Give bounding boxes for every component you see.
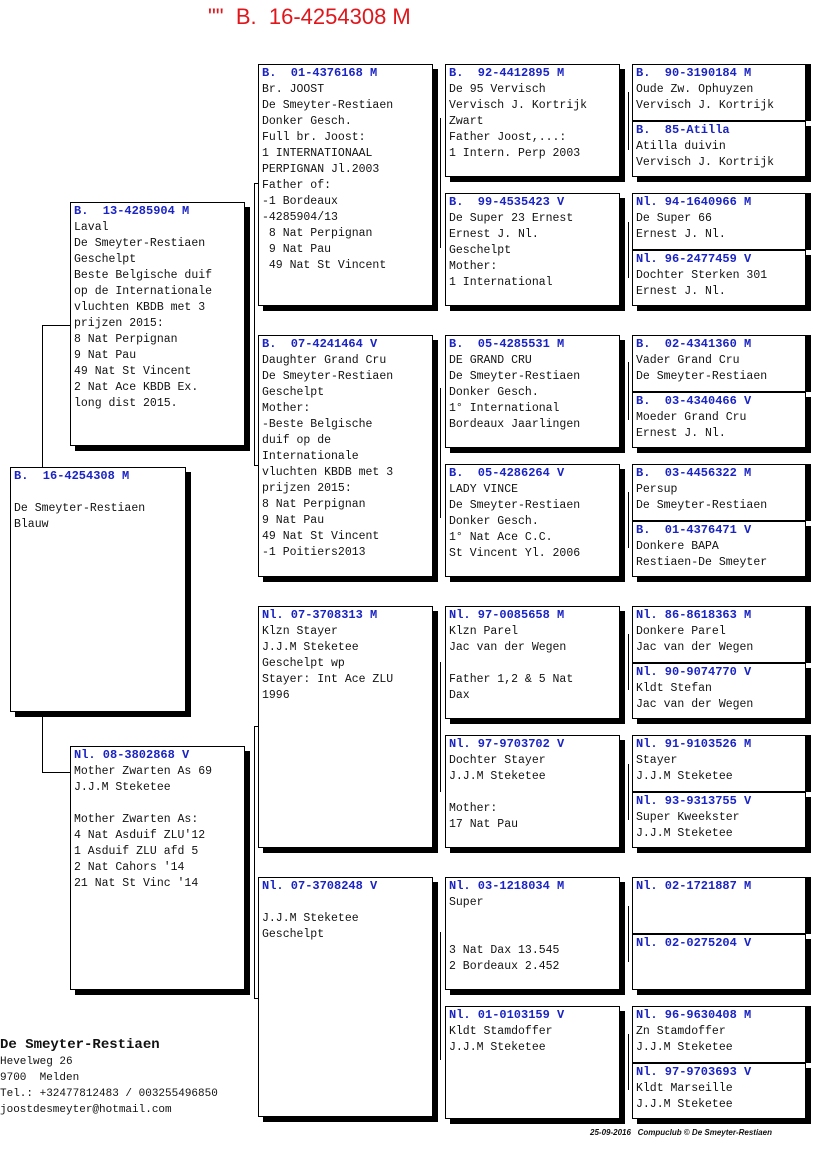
ring-number: B. 01-4376471 V [636, 523, 752, 537]
sds-card [445, 335, 620, 448]
ring-number: B. 03-4456322 M [636, 466, 752, 480]
ring-number: Nl. 96-9630408 M [636, 1008, 752, 1022]
pigeon-details: Donkere BAPA Restiaen-De Smeyter [636, 540, 768, 569]
ring-number: B. 13-4285904 M [74, 204, 190, 218]
gen5-card-11 [632, 735, 806, 792]
pigeon-details: DE GRAND CRU De Smeyter-Restiaen Donker Gesch. 1° International Bordeaux Jaarlingen [449, 354, 581, 431]
ring-number: Nl. 93-9313755 V [636, 794, 752, 808]
owner-name: De Smeyter-Restiaen [0, 1037, 160, 1053]
pigeon-details: Vader Grand Cru De Smeyter-Restiaen [636, 354, 768, 383]
pigeon-details: Super Kweekster J.J.M Steketee [636, 811, 740, 840]
ring-number: B. 99-4535423 V [449, 195, 565, 209]
ring-number: B. 02-4341360 M [636, 337, 752, 351]
pigeon-details: Kldt Stefan Jac van der Wegen [636, 682, 754, 711]
gen5-card-4 [632, 250, 806, 306]
owner-street: Hevelweg 26 [0, 1056, 73, 1068]
ring-number: Nl. 96-2477459 V [636, 252, 752, 266]
pedigree-title: "" B. 16-4254308 M [208, 4, 411, 29]
sire-sire-card [258, 64, 433, 306]
gen5-card-12 [632, 792, 806, 848]
ring-number: Nl. 02-0275204 V [636, 936, 752, 950]
pigeon-details: Moeder Grand Cru Ernest J. Nl. [636, 411, 747, 440]
gen5-card-16 [632, 1063, 806, 1119]
pigeon-details: Donkere Parel Jac van der Wegen [636, 625, 754, 654]
pigeon-details: De Super 66 Ernest J. Nl. [636, 212, 726, 241]
ring-number: Nl. 97-0085658 M [449, 608, 565, 622]
ring-number: Nl. 97-9703693 V [636, 1065, 752, 1079]
sire-card [70, 202, 245, 446]
owner-email: joostdesmeyter@hotmail.com [0, 1104, 172, 1116]
gen5-card-15 [632, 1006, 806, 1063]
pigeon-details: Mother Zwarten As 69 J.J.M Steketee Mother Zwarten As: 4 Nat Asduif ZLU'12 1 Asduif ZLU afd 5 2 Nat Cahors '14 21 Nat St Vinc '14 [74, 765, 213, 890]
pigeon-details: Atilla duivin Vervisch J. Kortrijk [636, 140, 775, 169]
sire-dam-card [258, 335, 433, 577]
ring-number: Nl. 97-9703702 V [449, 737, 565, 751]
gen5-card-8 [632, 521, 806, 577]
pigeon-details: Klzn Parel Jac van der Wegen Father 1,2 & 5 Nat Dax [449, 625, 574, 702]
pigeon-details: Daughter Grand Cru De Smeyter-Restiaen Geschelpt Mother: -Beste Belgische duif op de Internationale vluchten KBDB met 3 prijzen 2015: 8 Nat Perpignan 9 Nat Pau 49 Nat St Vincent -1 Poitiers2013 [262, 354, 394, 559]
owner-phone: Tel.: +32477812483 / 003255496850 [0, 1088, 218, 1100]
ring-number: Nl. 02-1721887 M [636, 879, 752, 893]
ring-number: Nl. 03-1218034 M [449, 879, 565, 893]
ring-number: Nl. 07-3708248 V [262, 879, 378, 893]
ring-number: Nl. 94-1640966 M [636, 195, 752, 209]
sdd-card [445, 464, 620, 577]
ring-number: B. 85-Atilla [636, 123, 730, 137]
pigeon-details: J.J.M Steketee Geschelpt [262, 912, 359, 941]
pigeon-details: De Smeyter-Restiaen Blauw [14, 502, 146, 531]
sss-card [445, 64, 620, 177]
dam-card [70, 746, 245, 990]
dam-sire-card [258, 606, 433, 848]
ring-number: B. 03-4340466 V [636, 394, 752, 408]
ring-number: B. 16-4254308 M [14, 469, 130, 483]
gen5-card-10 [632, 663, 806, 719]
ring-number: B. 07-4241464 V [262, 337, 378, 351]
pigeon-details: De 95 Vervisch Vervisch J. Kortrijk Zwart Father Joost,...: 1 Intern. Perp 2003 [449, 83, 588, 160]
dsd-card [445, 735, 620, 848]
ddd-card [445, 1006, 620, 1119]
ring-number: Nl. 07-3708313 M [262, 608, 378, 622]
pigeon-details: Zn Stamdoffer J.J.M Steketee [636, 1025, 733, 1054]
ring-number: B. 01-4376168 M [262, 66, 378, 80]
gen5-card-2 [632, 121, 806, 177]
pigeon-details: Dochter Sterken 301 Ernest J. Nl. [636, 269, 768, 298]
pigeon-details: Dochter Stayer J.J.M Steketee Mother: 17 Nat Pau [449, 754, 546, 831]
owner-info [0, 1036, 218, 1118]
ring-number: Nl. 08-3802868 V [74, 748, 190, 762]
pigeon-details: Persup De Smeyter-Restiaen [636, 483, 768, 512]
ring-number: Nl. 91-9103526 M [636, 737, 752, 751]
pigeon-details: Oude Zw. Ophuyzen Vervisch J. Kortrijk [636, 83, 775, 112]
gen5-card-6 [632, 392, 806, 448]
ssd-card [445, 193, 620, 306]
pigeon-details [636, 895, 802, 927]
gen5-card-3 [632, 193, 806, 250]
pigeon-details: De Super 23 Ernest Ernest J. Nl. Geschelpt Mother: 1 International [449, 212, 574, 289]
gen5-card-1 [632, 64, 806, 121]
pigeon-details: Kldt Marseille J.J.M Steketee [636, 1082, 733, 1111]
ring-number: B. 05-4285531 M [449, 337, 565, 351]
gen5-card-13 [632, 877, 806, 934]
gen5-card-14 [632, 934, 806, 990]
dds-card [445, 877, 620, 990]
dss-card [445, 606, 620, 719]
ring-number: Nl. 01-0103159 V [449, 1008, 565, 1022]
ring-number: B. 92-4412895 M [449, 66, 565, 80]
dam-dam-card [258, 877, 433, 1117]
ring-number: Nl. 90-9074770 V [636, 665, 752, 679]
pigeon-details: Stayer J.J.M Steketee [636, 754, 733, 783]
gen5-card-7 [632, 464, 806, 521]
ring-number: B. 90-3190184 M [636, 66, 752, 80]
pigeon-details: Kldt Stamdoffer J.J.M Steketee [449, 1025, 553, 1054]
pigeon-details [636, 952, 802, 984]
pigeon-details: Klzn Stayer J.J.M Steketee Geschelpt wp Stayer: Int Ace ZLU 1996 [262, 625, 394, 702]
pigeon-details: Laval De Smeyter-Restiaen Geschelpt Beste Belgische duif op de Internationale vluchten KBDB met 3 prijzen 2015: 8 Nat Perpignan 9 Nat Pau 49 Nat St Vincent 2 Nat Ace KBDB Ex. long dist 2015. [74, 221, 213, 410]
footer-credit: 25-09-2016 Compuclub © De Smeyter-Restiaen [590, 1128, 772, 1137]
owner-city: 9700 Melden [0, 1072, 80, 1084]
pigeon-details: Super 3 Nat Dax 13.545 2 Bordeaux 2.452 [449, 896, 560, 973]
ring-number: B. 05-4286264 V [449, 466, 565, 480]
ring-number: Nl. 86-8618363 M [636, 608, 752, 622]
pigeon-details: LADY VINCE De Smeyter-Restiaen Donker Gesch. 1° Nat Ace C.C. St Vincent Yl. 2006 [449, 483, 581, 560]
pigeon-details: Br. JOOST De Smeyter-Restiaen Donker Gesch. Full br. Joost: 1 INTERNATIONAAL PERPIGNAN Jl.2003 Father of: -1 Bordeaux -4285904/13 8 Nat Perpignan 9 Nat Pau 49 Nat St Vincent [262, 83, 394, 272]
gen5-card-9 [632, 606, 806, 663]
subject-card [10, 467, 186, 712]
gen5-card-5 [632, 335, 806, 392]
